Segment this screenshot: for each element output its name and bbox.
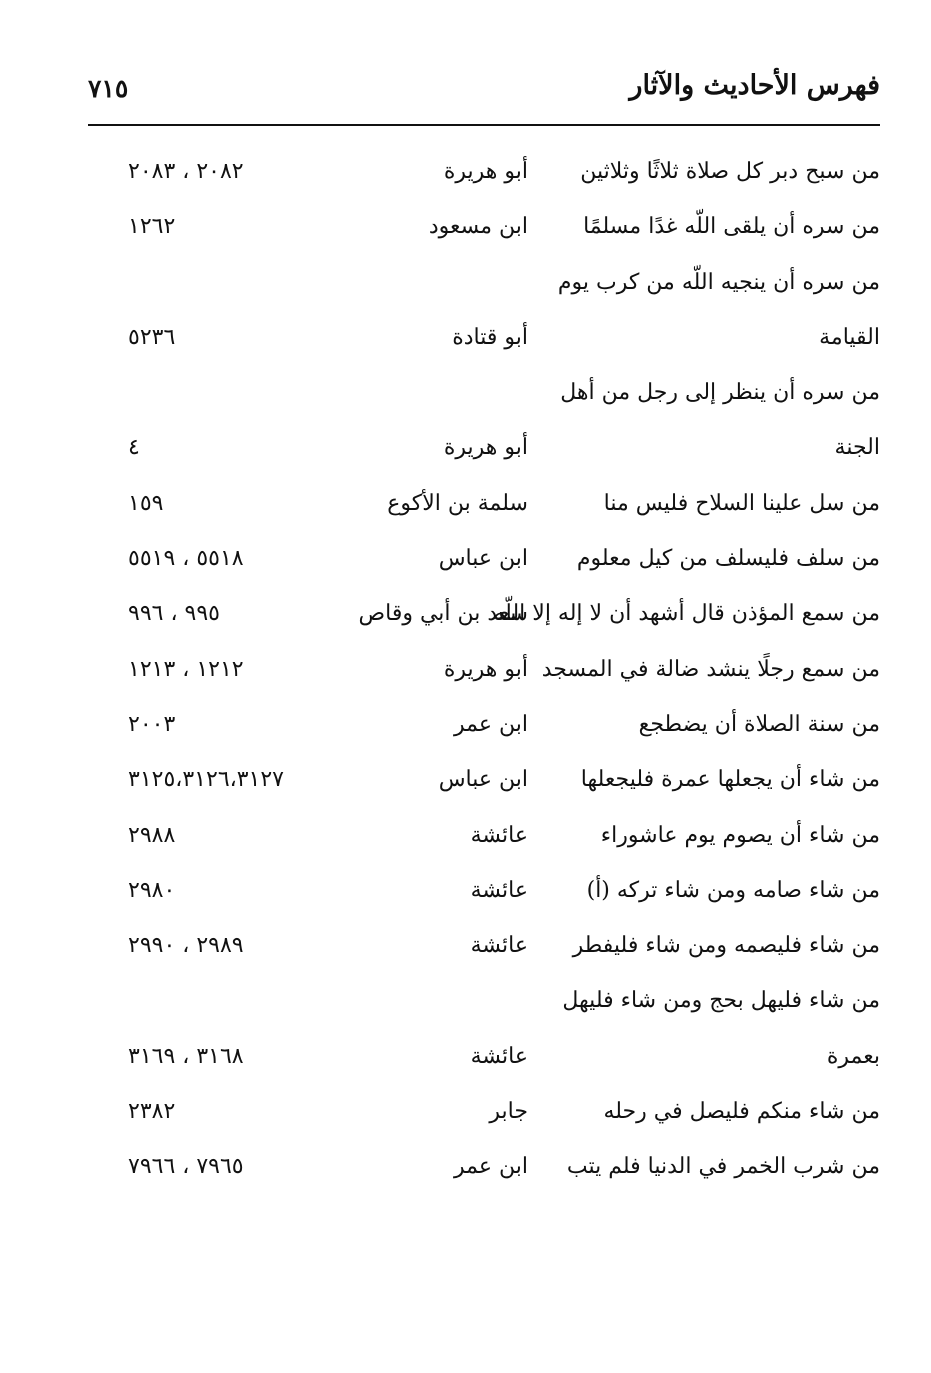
- narrator-name: أبو قتادة: [452, 324, 528, 350]
- narrator-name: ابن عمر: [454, 1154, 528, 1180]
- index-entry: [88, 754, 880, 809]
- hadith-text: من شرب الخمر في الدنيا فلم يتب: [566, 1154, 880, 1180]
- narrator-name: عائشة: [470, 822, 528, 848]
- narrator-name: أبو هريرة: [443, 159, 528, 184]
- narrator-name: أبو هريرة: [443, 435, 528, 461]
- hadith-text: من شاء صامه ومن شاء تركه (أ): [586, 877, 880, 903]
- hadith-reference-numbers: ٢٩٨٨: [128, 822, 176, 848]
- index-entry: [88, 1031, 880, 1086]
- index-entry: [88, 1086, 880, 1141]
- narrator-name: أبو هريرة: [443, 656, 528, 682]
- index-entry: [88, 367, 880, 422]
- index-entry: [88, 422, 880, 477]
- index-title: فهرس الأحاديث والآثار: [629, 70, 880, 101]
- hadith-text: من شاء فليهل بحج ومن شاء فليهل: [562, 988, 880, 1014]
- hadith-text: من سره أن ينظر إلى رجل من أهل: [560, 380, 880, 406]
- hadith-text: من شاء أن يجعلها عمرة فليجعلها: [580, 767, 880, 793]
- index-entry: [88, 1141, 880, 1196]
- index-entry: [88, 146, 880, 201]
- hadith-reference-numbers: ٥٢٣٦: [128, 324, 176, 350]
- hadith-reference-numbers: ٣١٢٥،٣١٢٦،٣١٢٧: [128, 767, 284, 793]
- index-entry: [88, 588, 880, 643]
- index-entry: [88, 810, 880, 865]
- hadith-reference-numbers: ٥٥١٨ ، ٥٥١٩: [128, 546, 244, 572]
- index-entry: [88, 644, 880, 699]
- narrator-name: ابن عباس: [438, 546, 528, 572]
- hadith-text: من سبح دبر كل صلاة ثلاثًا وثلاثين: [580, 159, 880, 184]
- index-entry: [88, 533, 880, 588]
- hadith-text: من سمع رجلًا ينشد ضالة في المسجد: [541, 656, 880, 682]
- narrator-name: عائشة: [470, 933, 528, 959]
- narrator-name: سعد بن أبي وقاص: [358, 601, 528, 627]
- header-rule: [88, 124, 880, 126]
- hadith-reference-numbers: ٢٣٨٢: [128, 1099, 176, 1125]
- hadith-text: من شاء منكم فليصل في رحله: [603, 1099, 880, 1125]
- hadith-text: الجنة: [834, 435, 880, 461]
- hadith-reference-numbers: ٢٠٠٣: [128, 711, 176, 737]
- index-entry: [88, 478, 880, 533]
- narrator-name: ابن مسعود: [428, 214, 528, 240]
- hadith-reference-numbers: ٤: [128, 435, 140, 461]
- hadith-text: من سره أن يلقى اللّه غدًا مسلمًا: [583, 214, 880, 240]
- index-entry: [88, 201, 880, 256]
- index-entry: [88, 865, 880, 920]
- narrator-name: عائشة: [470, 1043, 528, 1069]
- hadith-reference-numbers: ١٢٦٢: [128, 214, 176, 240]
- narrator-name: عائشة: [470, 877, 528, 903]
- hadith-text: من شاء فليصمه ومن شاء فليفطر: [572, 933, 880, 959]
- hadith-text: من شاء أن يصوم يوم عاشوراء: [600, 822, 880, 848]
- hadith-reference-numbers: ١٢١٢ ، ١٢١٣: [128, 656, 244, 682]
- page-number: ٧١٥: [88, 74, 129, 103]
- index-entry: [88, 312, 880, 367]
- hadith-text: من سنة الصلاة أن يضطجع: [638, 711, 880, 737]
- hadith-reference-numbers: ٢٩٨٠: [128, 877, 176, 903]
- hadith-text: من سلف فليسلف من كيل معلوم: [576, 546, 880, 572]
- index-entry: [88, 920, 880, 975]
- narrator-name: سلمة بن الأكوع: [387, 490, 528, 516]
- hadith-index-list: [88, 146, 880, 1197]
- hadith-reference-numbers: ٧٩٦٥ ، ٧٩٦٦: [128, 1154, 244, 1180]
- hadith-text: القيامة: [819, 324, 880, 350]
- index-entry: [88, 975, 880, 1030]
- hadith-reference-numbers: ٣١٦٨ ، ٣١٦٩: [128, 1043, 244, 1069]
- hadith-reference-numbers: ١٥٩: [128, 490, 164, 516]
- index-entry: [88, 257, 880, 312]
- hadith-text: من سل علينا السلاح فليس منا: [603, 490, 880, 516]
- page-header: [88, 66, 880, 116]
- hadith-text: من سمع المؤذن قال أشهد أن لا إله إلا اللّه: [493, 601, 880, 627]
- hadith-reference-numbers: ٢٠٨٢ ، ٢٠٨٣: [128, 159, 244, 184]
- narrator-name: ابن عباس: [438, 767, 528, 793]
- hadith-text: من سره أن ينجيه اللّه من كرب يوم: [557, 269, 880, 295]
- hadith-reference-numbers: ٢٩٨٩ ، ٢٩٩٠: [128, 933, 244, 959]
- narrator-name: جابر: [489, 1099, 528, 1125]
- index-entry: [88, 699, 880, 754]
- hadith-reference-numbers: ٩٩٥ ، ٩٩٦: [128, 601, 220, 627]
- narrator-name: ابن عمر: [454, 711, 528, 737]
- hadith-text: بعمرة: [826, 1043, 880, 1069]
